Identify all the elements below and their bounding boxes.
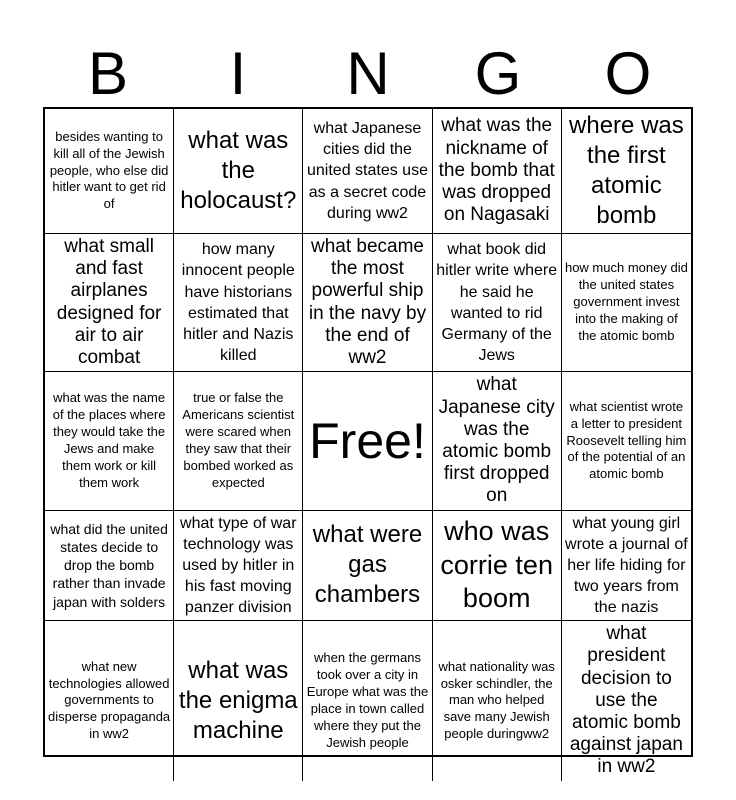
bingo-cell-free[interactable]: Free! — [303, 372, 432, 510]
bingo-cell-r3c2[interactable]: true or false the Americans scientist were scared when they saw that their bombed worked as expected — [174, 372, 303, 510]
bingo-cell-r5c1[interactable]: what new technologies allowed governments to disperse propaganda in ww2 — [45, 621, 174, 781]
header-letter-b: B — [87, 40, 129, 107]
header-letter-n: N — [346, 40, 390, 107]
bingo-cell-r1c4[interactable]: what was the nickname of the bomb that was dropped on Nagasaki — [433, 109, 562, 234]
bingo-cell-r4c1[interactable]: what did the united states decide to drop the bomb rather than invade japan with solders — [45, 511, 174, 622]
bingo-cell-r3c1[interactable]: what was the name of the places where they would take the Jews and make them work or kill them work — [45, 372, 174, 510]
bingo-cell-r3c5[interactable]: what scientist wrote a letter to president Roosevelt telling him of the potential of an atomic bomb — [562, 372, 691, 510]
bingo-cell-r1c2[interactable]: what was the holocaust? — [174, 109, 303, 234]
bingo-cell-r4c4[interactable]: who was corrie ten boom — [433, 511, 562, 622]
header-letter-g: G — [474, 40, 522, 107]
bingo-cell-r1c3[interactable]: what Japanese cities did the united states use as a secret code during ww2 — [303, 109, 432, 234]
bingo-cell-r1c5[interactable]: where was the first atomic bomb — [562, 109, 691, 234]
bingo-cell-r5c3[interactable]: when the germans took over a city in Europe what was the place in town called where they put the Jewish people — [303, 621, 432, 781]
bingo-cell-r5c2[interactable]: what was the enigma machine — [174, 621, 303, 781]
header-letter-i: I — [229, 40, 247, 107]
bingo-cell-r2c5[interactable]: how much money did the united states government invest into the making of the atomic bomb — [562, 234, 691, 372]
bingo-cell-r5c4[interactable]: what nationality was osker schindler, the man who helped save many Jewish people duringww2 — [433, 621, 562, 781]
header-letter-o: O — [604, 40, 652, 107]
bingo-cell-r4c3[interactable]: what were gas chambers — [303, 511, 432, 622]
bingo-cell-r4c5[interactable]: what young girl wrote a journal of her life hiding for two years from the nazis — [562, 511, 691, 622]
bingo-cell-r5c5[interactable]: what president decision to use the atomic bomb against japan in ww2 — [569, 623, 683, 778]
bingo-cell-r2c1[interactable]: what small and fast airplanes designed for air to air combat — [45, 234, 174, 372]
bingo-header — [43, 40, 693, 108]
bingo-cell-r1c1[interactable]: besides wanting to kill all of the Jewish people, who else did hitler want to get rid of — [45, 109, 174, 234]
bingo-cell-r2c3[interactable]: what became the most powerful ship in the navy by the end of ww2 — [303, 234, 432, 372]
bingo-cell-r4c2[interactable]: what type of war technology was used by hitler in his fast moving panzer division — [174, 511, 303, 622]
bingo-cell-r2c4[interactable]: what book did hitler write where he said he wanted to rid Germany of the Jews — [433, 234, 562, 372]
bingo-cell-r3c4[interactable]: what Japanese city was the atomic bomb first dropped on — [433, 372, 562, 510]
bingo-cell-r2c2[interactable]: how many innocent people have historians estimated that hitler and Nazis killed — [174, 234, 303, 372]
bingo-card — [43, 107, 693, 778]
